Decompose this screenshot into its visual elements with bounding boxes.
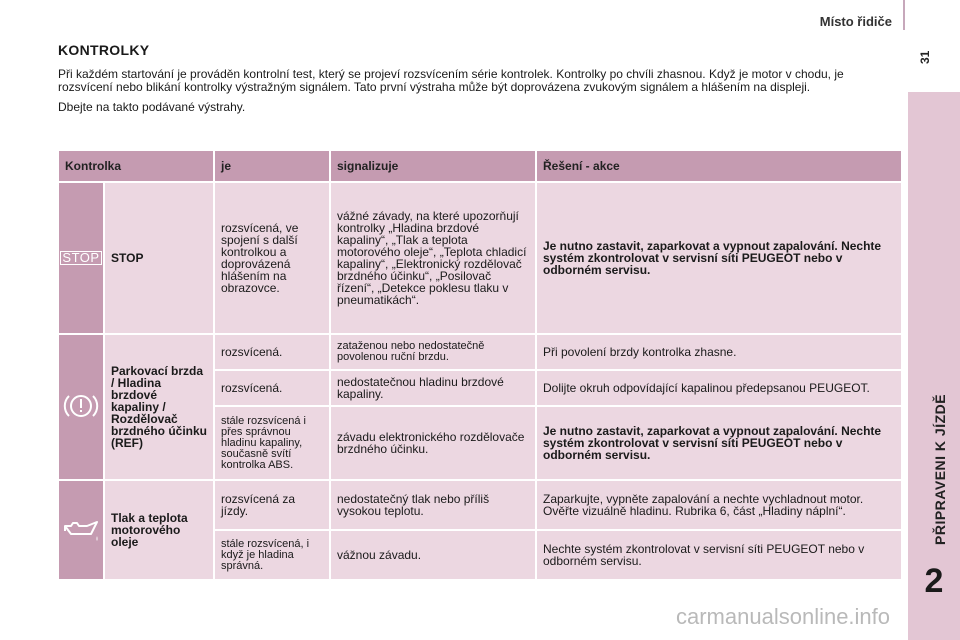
brake-action-2: Dolijte okruh odpovídající kapalinou předepsanou PEUGEOT. bbox=[537, 371, 901, 405]
oil-action-2: Nechte systém zkontrolovat v servisní síti PEUGEOT nebo v odborném servisu. bbox=[537, 531, 901, 579]
column-header-reseni: Řešení - akce bbox=[537, 151, 901, 181]
page-number: 31 bbox=[918, 50, 932, 64]
intro-paragraph: Při každém startování je prováděn kontrolní test, který se projeví rozsvícením série kontrolek. Kontrolky po chvíli zhasnou. Když je motor v chodu, je rozsvícení nebo blikání kontrolky výstražným signálem. Tato první výstraha může být doprovázena zvukovým signálem a hlášením na displeji. bbox=[58, 67, 844, 94]
sidebar-top bbox=[908, 0, 960, 92]
brake-action-3: Je nutno zastavit, zaparkovat a vypnout zapalování. Nechte systém zkontrolovat v servisní síti PEUGEOT nebo v odborném servisu. bbox=[537, 407, 901, 479]
brake-name: Parkovací brzda / Hladina brzdové kapaliny / Rozdělovač brzdného účinku (REF) bbox=[105, 335, 213, 479]
stop-signal: vážné závady, na které upozorňují kontrolky „Hladina brzdové kapaliny“, „Tlak a teplota motorového oleje“, „Teplota chladicí kapaliny“, „Elektronický rozdělovač brzdného účinku“, „Posilovač řízení“, „Detekce poklesu tlaku v pneumatikách“. bbox=[331, 183, 535, 333]
brake-icon-cell bbox=[59, 335, 103, 479]
table-row bbox=[59, 481, 901, 529]
brake-state-1: rozsvícená. bbox=[215, 335, 329, 369]
stop-name: STOP bbox=[105, 183, 213, 333]
oil-icon-cell bbox=[59, 481, 103, 579]
oil-can-icon bbox=[61, 514, 101, 544]
header-divider bbox=[903, 0, 905, 30]
column-header-signalizuje: signalizuje bbox=[331, 151, 535, 181]
stop-icon: STOP bbox=[62, 250, 100, 265]
oil-signal-2: vážnou závadu. bbox=[331, 531, 535, 579]
brake-warning-icon bbox=[63, 388, 99, 424]
intro-text bbox=[58, 68, 898, 121]
stop-icon-cell bbox=[59, 183, 103, 333]
chapter-number: 2 bbox=[924, 562, 944, 600]
brake-signal-3: závadu elektronického rozdělovače brzdného účinku. bbox=[331, 407, 535, 479]
column-header-kontrolka: Kontrolka bbox=[59, 151, 213, 181]
stop-state: rozsvícená, ve spojení s další kontrolkou a doprovázená hlášením na obrazovce. bbox=[215, 183, 329, 333]
table-row bbox=[59, 335, 901, 369]
brake-action-1: Při povolení brzdy kontrolka zhasne. bbox=[537, 335, 901, 369]
brake-signal-2: nedostatečnou hladinu brzdové kapaliny. bbox=[331, 371, 535, 405]
warning-lights-table bbox=[57, 149, 903, 581]
oil-signal-1: nedostatečný tlak nebo příliš vysokou teplotu. bbox=[331, 481, 535, 529]
table-row bbox=[59, 183, 901, 333]
brake-state-3: stále rozsvícená i přes správnou hladinu kapaliny, současně svítí kontrolka ABS. bbox=[215, 407, 329, 479]
brake-signal-1: zataženou nebo nedostatečně povolenou ruční brzdu. bbox=[331, 335, 535, 369]
oil-state-2: stále rozsvícená, i když je hladina správná. bbox=[215, 531, 329, 579]
table-header-row bbox=[59, 151, 901, 181]
brake-state-2: rozsvícená. bbox=[215, 371, 329, 405]
stop-action: Je nutno zastavit, zaparkovat a vypnout zapalování. Nechte systém zkontrolovat v servisní síti PEUGEOT nebo v odborném servisu. bbox=[537, 183, 901, 333]
page-title: KONTROLKY bbox=[58, 42, 150, 58]
chapter-label: PŘIPRAVENI K JÍZDĚ bbox=[932, 393, 948, 545]
intro-note: Dbejte na takto podávané výstrahy. bbox=[58, 100, 246, 114]
oil-name: Tlak a teplota motorového oleje bbox=[105, 481, 213, 579]
section-title: Místo řidiče bbox=[819, 14, 892, 29]
column-header-je: je bbox=[215, 151, 329, 181]
watermark: carmanualsonline.info bbox=[676, 604, 891, 629]
oil-state-1: rozsvícená za jízdy. bbox=[215, 481, 329, 529]
oil-action-1: Zaparkujte, vypněte zapalování a nechte vychladnout motor. Ověřte vizuálně hladinu. Rubrika 6, část „Hladiny náplní“. bbox=[537, 481, 901, 529]
